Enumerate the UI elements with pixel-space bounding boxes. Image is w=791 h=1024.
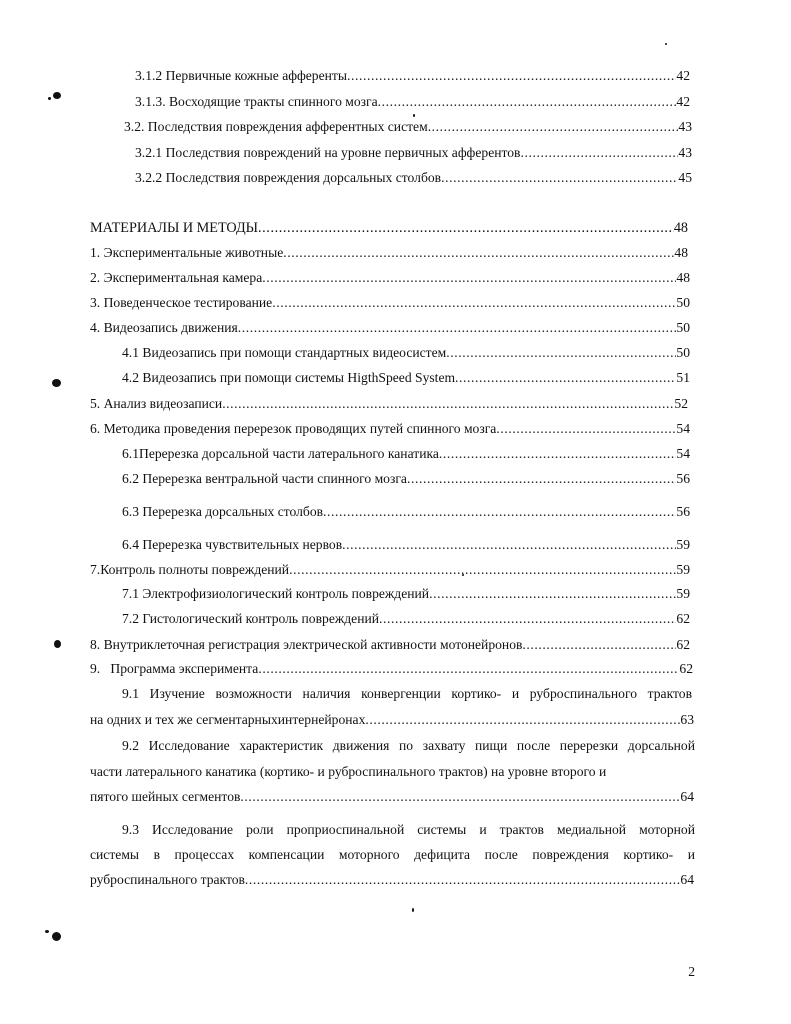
leader-dots: [378, 92, 677, 112]
toc-entry-title: 4.2 Видеозапись при помощи системы HigthSpeed System: [122, 370, 456, 385]
toc-entry-title: 7.2 Гистологический контроль повреждений: [122, 611, 380, 626]
page-number: 2: [688, 964, 695, 979]
leader-dots: [441, 168, 678, 188]
toc-entry-page: 63: [680, 712, 694, 727]
toc-entry-9-2-line2: части латерального канатика (кортико- и руброспинального трактов) на уровне второго и: [90, 764, 607, 779]
leader-dots: [323, 502, 676, 522]
toc-entry: [122, 444, 690, 464]
scan-speck: [412, 908, 414, 912]
toc-entry: [90, 243, 688, 263]
toc-entry: [90, 394, 688, 414]
toc-entry-9-3-line2: системы в процессах компенсации моторного дефицита после повреждения кортико- и: [90, 847, 695, 862]
leader-dots: [379, 609, 676, 629]
toc-entry: [135, 66, 690, 86]
toc-entry-page: 50: [676, 295, 690, 310]
toc-entry-title: 3.2. Последствия повреждения афферентных систем: [124, 119, 428, 134]
scan-speck: [52, 932, 61, 941]
toc-entry-title: 6. Методика проведения перерезок проводящих путей спинного мозга: [90, 421, 497, 436]
toc-entry-title: пятого шейных сегментов: [90, 789, 241, 804]
toc-entry: [90, 268, 690, 288]
toc-entry-page: 48: [673, 220, 688, 236]
toc-entry-page: 56: [676, 471, 690, 486]
toc-entry-9-1-line2: [90, 710, 694, 730]
toc-entry: [135, 92, 690, 112]
toc-entry-page: 62: [676, 611, 690, 626]
toc-entry-page: 59: [676, 586, 690, 601]
leader-dots: [258, 218, 674, 238]
toc-entry-title: 4.1 Видеозапись при помощи стандартных видеосистем: [122, 345, 447, 360]
toc-entry-page: 42: [676, 94, 690, 109]
leader-dots: [245, 870, 680, 890]
toc-entry-title: 3.1.2 Первичные кожные афференты: [135, 68, 347, 83]
toc-entry-title: МАТЕРИАЛЫ И МЕТОДЫ: [90, 220, 259, 236]
leader-dots: [222, 394, 674, 414]
toc-entry-page: 64: [680, 789, 694, 804]
leader-dots: [522, 635, 676, 655]
toc-entry: [90, 635, 690, 655]
toc-entry-page: 62: [679, 661, 693, 676]
leader-dots: [446, 343, 676, 363]
toc-entry-page: 45: [678, 170, 692, 185]
toc-entry-page: 51: [676, 370, 690, 385]
scan-speck: [52, 379, 61, 387]
scan-speck: [462, 574, 464, 576]
toc-entry-title: 6.2 Перерезка вентральной части спинного мозга: [122, 471, 407, 486]
leader-dots: [262, 268, 676, 288]
toc-entry-page: 52: [674, 396, 688, 411]
scan-speck: [53, 92, 61, 99]
toc-entry: [122, 609, 690, 629]
toc-entry: [90, 419, 690, 439]
toc-entry-title: 1. Экспериментальные животные: [90, 245, 284, 260]
toc-entry-title: 6.4 Перерезка чувствительных нервов: [122, 537, 343, 552]
leader-dots: [428, 117, 679, 137]
toc-entry-page: 62: [676, 637, 690, 652]
toc-entry-title: 6.3 Перерезка дорсальных столбов: [122, 504, 324, 519]
toc-entry-title: 7.Контроль полноты повреждений: [90, 562, 290, 577]
scan-speck: [413, 114, 415, 117]
leader-dots: [240, 787, 680, 807]
toc-entry-title: 9. Программа эксперимента: [90, 661, 259, 676]
toc-entry-title: руброспинального трактов: [90, 872, 245, 887]
toc-entry-page: 50: [676, 320, 690, 335]
toc-entry-page: 43: [678, 119, 692, 134]
toc-entry: [90, 318, 690, 338]
toc-entry: [122, 343, 690, 363]
toc-entry-page: 43: [678, 145, 692, 160]
leader-dots: [289, 560, 676, 580]
toc-entry: [122, 584, 690, 604]
toc-entry-title: 3.2.1 Последствия повреждений на уровне первичных афферентов: [135, 145, 521, 160]
scan-speck: [48, 97, 51, 100]
toc-entry-9-2-line3: [90, 787, 694, 807]
toc-entry-page: 48: [674, 245, 688, 260]
toc-entry-page: 56: [676, 504, 690, 519]
scan-speck: [665, 43, 667, 45]
toc-entry: [122, 469, 690, 489]
leader-dots: [238, 318, 677, 338]
leader-dots: [520, 143, 678, 163]
toc-entry-page: 42: [676, 68, 690, 83]
toc-entry-page: 59: [676, 562, 690, 577]
toc-entry-title: 3.2.2 Последствия повреждения дорсальных столбов: [135, 170, 442, 185]
toc-entry: [135, 168, 692, 188]
toc-entry-page: 50: [676, 345, 690, 360]
toc-entry-page: 54: [676, 421, 690, 436]
leader-dots: [342, 535, 676, 555]
toc-entry-title: 3. Поведенческое тестирование: [90, 295, 273, 310]
toc-entry-title: 4. Видеозапись движения: [90, 320, 238, 335]
toc-entry-page: 64: [680, 872, 694, 887]
toc-entry-9-3-line1: 9.3 Исследование роли проприоспинальной системы и трактов медиальной моторной: [122, 822, 695, 837]
toc-entry-title: на одних и тех же сегментарныхинтернейронах: [90, 712, 366, 727]
toc-entry-title: 8. Внутриклеточная регистрация электрической активности мотонейронов: [90, 637, 523, 652]
toc-entry-page: 48: [676, 270, 690, 285]
toc-entry: [124, 117, 692, 137]
toc-entry: [122, 502, 690, 522]
leader-dots: [407, 469, 676, 489]
scan-speck: [45, 930, 49, 933]
leader-dots: [455, 368, 676, 388]
toc-entry: [90, 560, 690, 580]
toc-entry-title: 3.1.3. Восходящие тракты спинного мозга: [135, 94, 378, 109]
toc-entry: [122, 368, 690, 388]
toc-entry-9-1-line1: 9.1 Изучение возможности наличия конвергенции кортико- и руброспинального трактов: [122, 686, 692, 701]
toc-entry-9-2-line1: 9.2 Исследование характеристик движения по захвату пищи после перерезки дорсальной: [122, 738, 695, 753]
toc-entry-title: Перерезка дорсальной части латерального канатика: [139, 446, 439, 461]
toc-entry-title: 7.1 Электрофизиологический контроль повреждений: [122, 586, 430, 601]
leader-dots: [283, 243, 674, 263]
leader-dots: [347, 66, 676, 86]
toc-entry: [122, 535, 690, 555]
leader-dots: [258, 659, 679, 679]
toc-section-heading: [90, 218, 688, 238]
leader-dots: [429, 584, 676, 604]
leader-dots: [365, 710, 680, 730]
toc-entry-page: 54: [676, 446, 690, 461]
toc-entry-title: 5. Анализ видеозаписи: [90, 396, 223, 411]
toc-entry-9-3-line3: [90, 870, 694, 890]
leader-dots: [272, 293, 676, 313]
scan-speck: [54, 640, 61, 648]
toc-entry-title: 2. Экспериментальная камера: [90, 270, 263, 285]
leader-dots: [439, 444, 677, 464]
toc-entry-page: 59: [676, 537, 690, 552]
toc-entry: [135, 143, 692, 163]
leader-dots: [496, 419, 676, 439]
toc-entry: [90, 659, 693, 679]
toc-entry: [90, 293, 690, 313]
toc-entry-number: 6.1: [122, 446, 139, 461]
